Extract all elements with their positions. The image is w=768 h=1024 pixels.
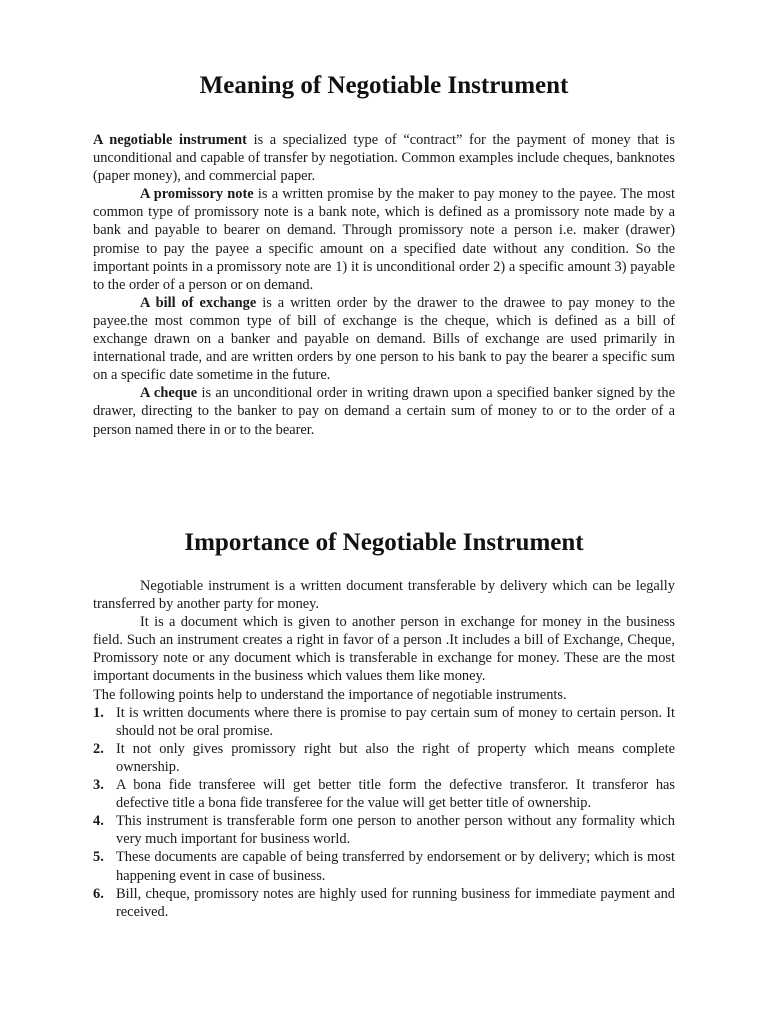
list-item	[93, 848, 675, 884]
list-item-text: It is written documents where there is promise to pay certain sum of money to certain person. It should not be oral promise.	[116, 704, 675, 739]
paragraph-bill-of-exchange	[93, 294, 675, 384]
list-item-number: 2.	[93, 740, 104, 757]
paragraph-negotiable-instrument	[93, 131, 675, 185]
section-title-meaning: Meaning of Negotiable Instrument	[199, 72, 569, 99]
paragraph-text: is a specialized type of “contract” for the payment of money that is unconditional and capable of transfer by negotiation. Common examples include cheques, banknotes (paper money), and commercial paper.	[93, 132, 675, 185]
list-item-number: 5.	[93, 849, 104, 866]
list-item	[93, 812, 675, 848]
importance-paragraph-2: It is a document which is given to another person in exchange for money in the business field. Such an instrument creates a right in favor of a person .It includes a bill of Exchange, Cheque, Promissory note or any document which is transferable in exchange for money. These are the most important documents in the business which values them like money.	[93, 614, 675, 685]
list-item	[93, 704, 675, 740]
list-item	[93, 740, 675, 776]
importance-intro: The following points help to understand the importance of negotiable instruments.	[93, 686, 567, 703]
list-item-text: It not only gives promissory right but also the right of property which means complete ownership.	[116, 740, 675, 775]
meaning-section-body	[93, 131, 675, 439]
term-promissory-note: A promissory note	[140, 186, 254, 203]
importance-points-list	[93, 704, 675, 921]
list-item-text: Bill, cheque, promissory notes are highly used for running business for immediate payment and received.	[116, 885, 675, 920]
term-negotiable-instrument: A negotiable instrument	[93, 132, 247, 148]
importance-paragraph-1: Negotiable instrument is a written document transferable by delivery which can be legally transferred by another party for money.	[93, 578, 675, 613]
paragraph-text: is a written promise by the maker to pay money to the payee. The most common type of promissory note is a bank note, which is defined as a promissory note made by a bank and payable to bearer on demand. Through promissory note a person i.e. maker (drawer) promise to pay the payee a specific amount on a specified date without any condition. So the important points in a promissory note are 1) it is unconditional order 2) a specific amount 3) payable to the order of a person or on demand.	[93, 186, 675, 293]
paragraph-text: is a written order by the drawer to the drawee to pay money to the payee.the most common type of bill of exchange is the cheque, which is defined as a bill of exchange drawn on a banker and payable on demand. Bills of exchange are used primarily in international trade, and are written orders by one person to his bank to pay the bearer a specific sum on a specific date sometime in the future.	[93, 294, 675, 384]
importance-section-body	[93, 577, 675, 921]
list-item-number: 4.	[93, 813, 104, 830]
paragraph-promissory-note	[93, 185, 675, 294]
list-item-text: This instrument is transferable form one person to another person without any formality which very much important for business world.	[116, 813, 675, 848]
list-item	[93, 776, 675, 812]
list-item-number: 6.	[93, 885, 104, 902]
term-cheque: A cheque	[140, 385, 198, 402]
section-title-importance: Importance of Negotiable Instrument	[184, 529, 584, 556]
list-item	[93, 885, 675, 921]
paragraph-text: is an unconditional order in writing drawn upon a specified banker signed by the drawer, directing to the banker to pay on demand a certain sum of money to or to the order of a person named there in or to the bearer.	[93, 385, 675, 438]
list-item-number: 1.	[93, 704, 104, 721]
list-item-number: 3.	[93, 777, 104, 794]
list-item-text: These documents are capable of being transferred by endorsement or by delivery; which is most happening event in case of business.	[116, 849, 675, 884]
paragraph-cheque	[93, 384, 675, 438]
list-item-text: A bona fide transferee will get better title form the defective transferor. It transferor has defective title a bona fide transferee for the value will get better title of ownership.	[116, 777, 675, 812]
term-bill-of-exchange: A bill of exchange	[140, 294, 257, 311]
